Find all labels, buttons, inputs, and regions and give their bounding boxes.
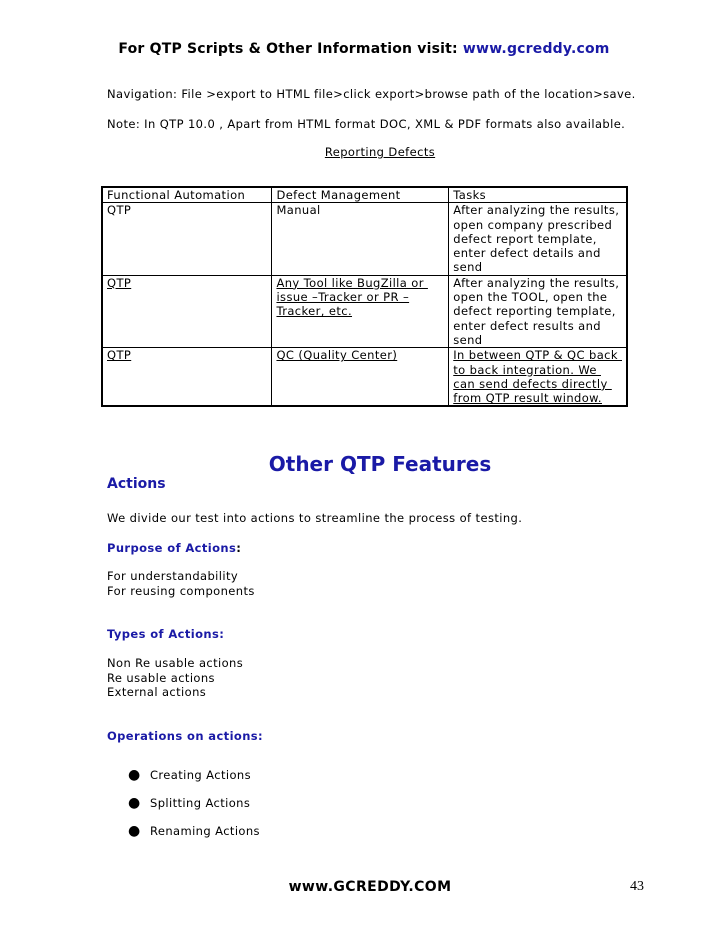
cell-line: QC (Quality Center) xyxy=(276,348,398,363)
bullet-icon: ● xyxy=(128,795,141,811)
bullet-icon: ● xyxy=(128,823,141,839)
operation-label: Creating Actions xyxy=(150,768,251,782)
table-header-cell: Defect Management xyxy=(272,187,449,203)
operations-list xyxy=(128,768,260,852)
types-item: External actions xyxy=(107,685,207,699)
list-item xyxy=(128,824,260,852)
page-number: 43 xyxy=(630,879,644,894)
note-line: Note: In QTP 10.0 , Apart from HTML format DOC, XML & PDF formats also available. xyxy=(107,117,626,131)
cell-line: send xyxy=(453,332,483,347)
table-row xyxy=(102,203,627,275)
cell-line: open the TOOL, open the xyxy=(453,290,608,305)
cell-text: QTP xyxy=(107,203,132,218)
cell-text: QTP xyxy=(107,348,132,363)
cell-line: In between QTP & QC back xyxy=(453,348,622,363)
reporting-defects-title: Reporting Defects xyxy=(324,145,436,159)
bullet-icon: ● xyxy=(128,767,141,783)
cell-line: Manual xyxy=(276,203,321,218)
list-item xyxy=(128,768,260,796)
table-cell xyxy=(449,348,627,407)
cell-line: After analyzing the results, xyxy=(453,203,620,218)
cell-line: enter defect results and xyxy=(453,318,601,333)
table-header-row xyxy=(102,187,627,203)
table-cell xyxy=(449,275,627,347)
page-header xyxy=(0,41,728,57)
table-cell xyxy=(272,275,449,347)
cell-line: to back integration. We xyxy=(453,362,601,377)
cell-text: QTP xyxy=(107,275,132,290)
types-heading: Types of Actions: xyxy=(107,627,225,641)
navigation-line: Navigation: File >export to HTML file>click export>browse path of the location>save. xyxy=(107,87,636,101)
footer-site: www.GCREDDY.COM xyxy=(288,879,452,895)
defects-table xyxy=(101,186,628,407)
cell-line: from QTP result window. xyxy=(453,391,602,406)
cell-line: can send defects directly xyxy=(453,376,612,391)
purpose-heading: Purpose of Actions: xyxy=(107,541,242,555)
cell-line: send xyxy=(453,260,483,275)
cell-line: enter defect details and xyxy=(453,246,601,261)
purpose-item: For understandability xyxy=(107,569,239,583)
purpose-list xyxy=(107,569,255,599)
actions-intro: We divide our test into actions to streamline the process of testing. xyxy=(107,511,523,525)
table-cell xyxy=(102,275,272,347)
list-item xyxy=(128,796,260,824)
operations-heading: Operations on actions: xyxy=(107,729,264,743)
cell-line: issue –Tracker or PR – xyxy=(276,290,410,305)
table-row xyxy=(102,348,627,407)
purpose-heading-label: Purpose of Actions xyxy=(107,541,237,555)
other-features-title: Other QTP Features xyxy=(268,452,492,476)
types-item: Non Re usable actions xyxy=(107,656,244,670)
purpose-item: For reusing components xyxy=(107,584,255,598)
table-header-cell: Functional Automation xyxy=(102,187,272,203)
header-url-link[interactable]: www.gcreddy.com xyxy=(462,41,610,57)
types-list xyxy=(107,656,243,700)
cell-line: defect reporting template, xyxy=(453,304,616,319)
cell-line: After analyzing the results, xyxy=(453,275,620,290)
operation-label: Splitting Actions xyxy=(150,796,251,810)
table-cell xyxy=(272,348,449,407)
header-prefix: For QTP Scripts & Other Information visit: xyxy=(118,41,463,57)
table-cell xyxy=(102,203,272,275)
table-row xyxy=(102,275,627,347)
table-cell xyxy=(449,203,627,275)
table-cell xyxy=(102,348,272,407)
table-cell xyxy=(272,203,449,275)
actions-heading: Actions xyxy=(107,476,166,492)
operation-label: Renaming Actions xyxy=(150,824,260,838)
cell-line: open company prescribed xyxy=(453,217,613,232)
cell-line: defect report template, xyxy=(453,231,597,246)
types-item: Re usable actions xyxy=(107,670,215,685)
table-header-cell: Tasks xyxy=(449,187,627,203)
cell-line: Tracker, etc. xyxy=(276,304,353,319)
cell-line: Any Tool like BugZilla or xyxy=(276,275,428,290)
